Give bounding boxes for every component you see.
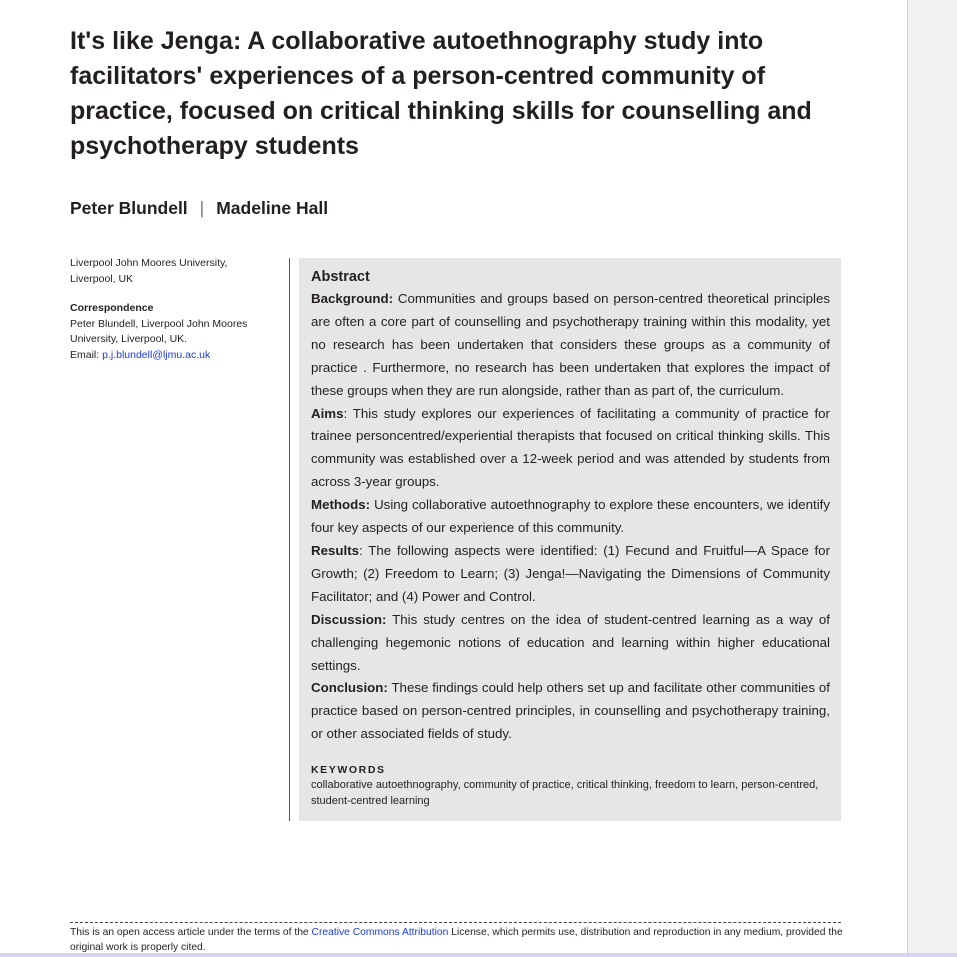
section-label: Discussion: [311, 611, 387, 627]
correspondence-heading: Correspondence [70, 302, 154, 314]
section-text: : The following aspects were identified: (1) Fecund and Fruitful—A Space for Growth; (2) Freedom to Learn; (3) Jenga!—Navigating the Dimensions of Community Facilitator; and (4) Power and Control. [311, 542, 830, 604]
abstract-heading: Abstract [311, 269, 370, 285]
abstract-section-aims [311, 403, 830, 495]
abstract-section-methods [311, 494, 830, 540]
author-name: Peter Blundell [70, 198, 188, 218]
abstract-section-background [311, 288, 830, 403]
email-label: Email: [70, 348, 100, 361]
abstract-box [299, 258, 841, 821]
footer-divider [70, 922, 841, 923]
institution: Liverpool John Moores University, Liverpool, UK [70, 257, 228, 285]
abstract-section-discussion [311, 609, 830, 678]
email-line [70, 348, 275, 364]
author-list [70, 196, 328, 220]
section-label: Conclusion: [311, 680, 388, 696]
author-name: Madeline Hall [216, 198, 329, 218]
section-text: Using collaborative autoethnography to explore these encounters, we identify four key aspects of our experience of this community. [311, 497, 830, 536]
keywords-list: collaborative autoethnography, community of practice, critical thinking, freedom to learn, person-centred, student-centred learning [311, 779, 819, 808]
paper-title: It's like Jenga: A collaborative autoethnography study into facilitators' experiences of a person-centred community of practice, focused on critical thinking skills for counselling and psychotherapy students [70, 27, 812, 160]
viewer-bottom-bar [0, 953, 957, 957]
abstract-section-results [311, 540, 830, 609]
abstract-section-conclusion [311, 677, 830, 746]
section-label: Aims [311, 405, 344, 421]
email-link[interactable]: p.j.blundell@ljmu.ac.uk [102, 348, 211, 361]
section-label: Methods: [311, 497, 371, 513]
author-separator: | [199, 198, 205, 218]
viewer-side-gutter [910, 0, 957, 957]
license-text-start: This is an open access article under the terms of the [70, 927, 312, 938]
license-text-end: License, which permits use, distribution and reproduction in any medium, provided the original work is properly cited. [70, 927, 843, 953]
license-footer [70, 925, 845, 955]
keywords-heading: KEYWORDS [311, 764, 386, 777]
section-text: : This study explores our experiences of facilitating a community of practice for trainee personcentred/experiential therapists that focused on critical thinking skills. This community was established over a 12-week period and was attended by students from across 3-year groups. [311, 405, 830, 490]
section-text: These findings could help others set up and facilitate other communities of practice based on person-centred principles, in counselling and psychotherapy training, or other associated fields of study. [311, 680, 830, 742]
column-divider [289, 258, 290, 821]
section-text: This study centres on the idea of student-centred learning as a way of challenging hegemonic notions of education and learning within higher educational settings. [311, 611, 830, 673]
correspondence-address: Peter Blundell, Liverpool John Moores University, Liverpool, UK. [70, 317, 248, 345]
section-label: Background: [311, 291, 394, 306]
section-text: Communities and groups based on person-centred theoretical principles are often a core part of counselling and psychotherapy training within this modality, yet no research has been undertaken that considers these groups as a community of practice . Furthermore, no research has been undertaken that explores the impact of these groups when they are run alongside, rather than as part of, the curriculum. [311, 291, 830, 398]
section-label: Results [311, 542, 360, 558]
abstract-body [311, 288, 830, 746]
license-link[interactable]: Creative Commons Attribution [311, 927, 449, 938]
affiliation-block [70, 256, 275, 363]
